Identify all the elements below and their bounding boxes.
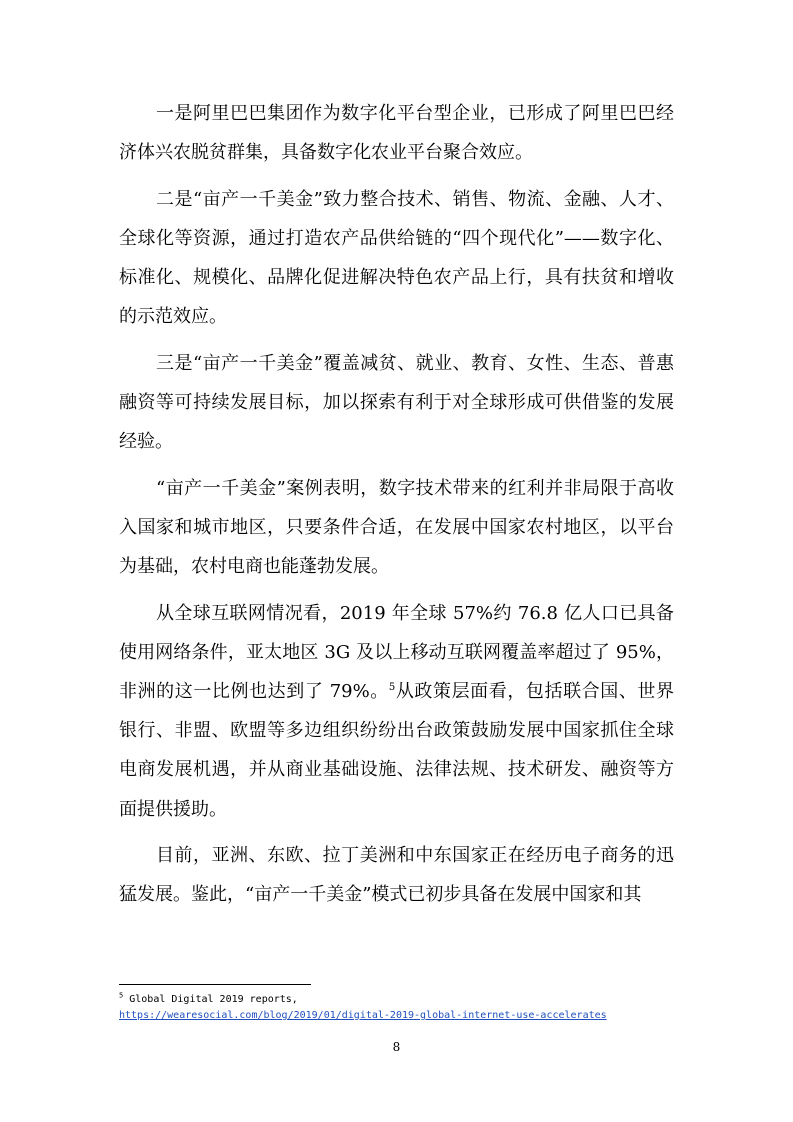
footnote-text: Global Digital 2019 reports, — [129, 994, 298, 1005]
footnote — [119, 992, 679, 1024]
paragraph-2: 二是“亩产一千美金”致力整合技术、销售、物流、金融、人才、全球化等资源，通过打造农产品供给链的“四个现代化”——数字化、标准化、规模化、品牌化促进解决特色农产品上行，具有扶贫和增收的示范效应。 — [119, 188, 674, 328]
paragraph-5 — [119, 594, 674, 829]
footnote-reference[interactable]: 5 — [388, 682, 396, 694]
paragraph-5-text-a: 从全球互联网情况看，2019 年全球 57%约 76.8 亿人口已具备使用网络条件，亚太地区 3G 及以上移动互联网覆盖率超过了 95%，非洲的这一比例也达到了 79%。 — [119, 602, 674, 703]
page-number: 8 — [392, 1040, 401, 1054]
paragraph-3: 三是“亩产一千美金”覆盖减贫、就业、教育、女性、生态、普惠融资等可持续发展目标，加以探索有利于对全球形成可供借鉴的发展经验。 — [119, 352, 674, 453]
body-text — [119, 94, 674, 922]
footnote-line-2 — [119, 1008, 679, 1024]
paragraph-6: 目前，亚洲、东欧、拉丁美洲和中东国家正在经历电子商务的迅猛发展。鉴此，“亩产一千美金”模式已初步具备在发展中国家和其 — [119, 845, 674, 906]
footnote-link[interactable]: https://wearesocial.com/blog/2019/01/digital-2019-global-internet-use-accelerates — [119, 1010, 607, 1021]
footnote-marker: 5 — [119, 991, 124, 1000]
footnote-separator — [119, 984, 311, 985]
paragraph-5-text-b: 从政策层面看，包括联合国、世界银行、非盟、欧盟等多边组织纷纷出台政策鼓励发展中国家抓住全球电商发展机遇，并从商业基础设施、法律法规、技术研发、融资等方面提供援助。 — [119, 681, 675, 820]
footnote-line-1 — [119, 992, 679, 1008]
paragraph-4: “亩产一千美金”案例表明，数字技术带来的红利并非局限于高收入国家和城市地区，只要条件合适，在发展中国家农村地区，以平台为基础，农村电商也能蓬勃发展。 — [119, 477, 674, 578]
paragraph-1: 一是阿里巴巴集团作为数字化平台型企业，已形成了阿里巴巴经济体兴农脱贫群集，具备数字化农业平台聚合效应。 — [119, 103, 674, 164]
